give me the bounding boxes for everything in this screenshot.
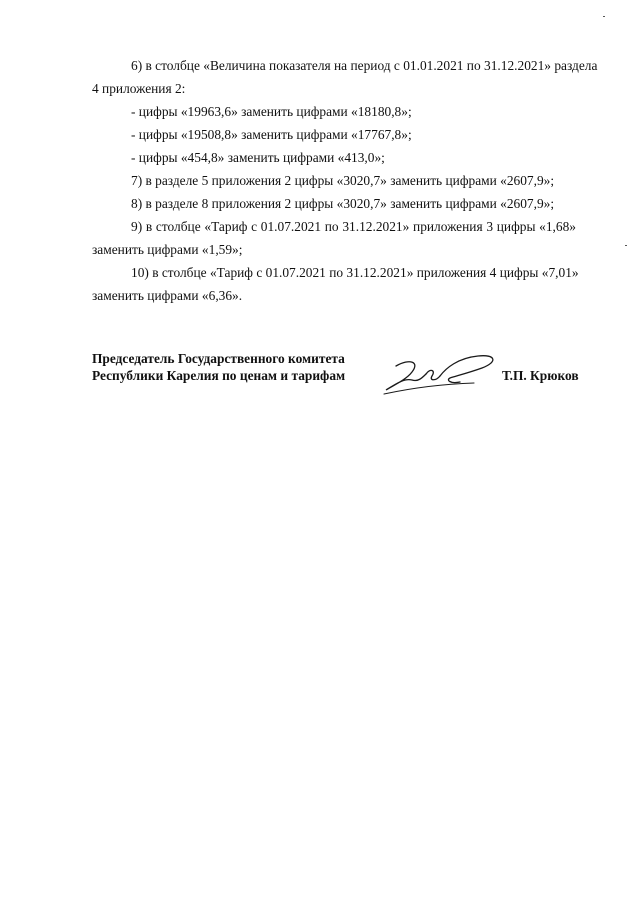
signatory-name: Т.П. Крюков <box>502 368 579 383</box>
item-10-line-1: 10) в столбце «Тариф с 01.07.2021 по 31.12.2021» приложения 4 цифры «7,01» <box>131 265 579 280</box>
signatory-position-line-2: Республики Карелия по ценам и тарифам <box>92 368 346 383</box>
item-9-line-1: 9) в столбце «Тариф с 01.07.2021 по 31.12.2021» приложения 3 цифры «1,68» <box>131 219 576 234</box>
handwritten-signature <box>382 350 500 396</box>
item-10-line-2: заменить цифрами «6,36». <box>92 288 243 303</box>
item-6-line-2: 4 приложения 2: <box>92 81 186 96</box>
item-6-line-1: 6) в столбце «Величина показателя на период с 01.01.2021 по 31.12.2021» раздела <box>131 58 598 73</box>
sub-item-3: - цифры «454,8» заменить цифрами «413,0»; <box>131 150 385 165</box>
sub-item-2: - цифры «19508,8» заменить цифрами «17767,8»; <box>131 127 412 142</box>
item-7: 7) в разделе 5 приложения 2 цифры «3020,7» заменить цифрами «2607,9»; <box>131 173 555 188</box>
sub-item-1: - цифры «19963,6» заменить цифрами «18180,8»; <box>131 104 412 119</box>
scan-speck <box>625 245 627 246</box>
item-9-line-2: заменить цифрами «1,59»; <box>92 242 243 257</box>
scan-speck <box>603 16 605 17</box>
item-8: 8) в разделе 8 приложения 2 цифры «3020,7» заменить цифрами «2607,9»; <box>131 196 555 211</box>
signatory-position-line-1: Председатель Государственного комитета <box>92 351 345 366</box>
